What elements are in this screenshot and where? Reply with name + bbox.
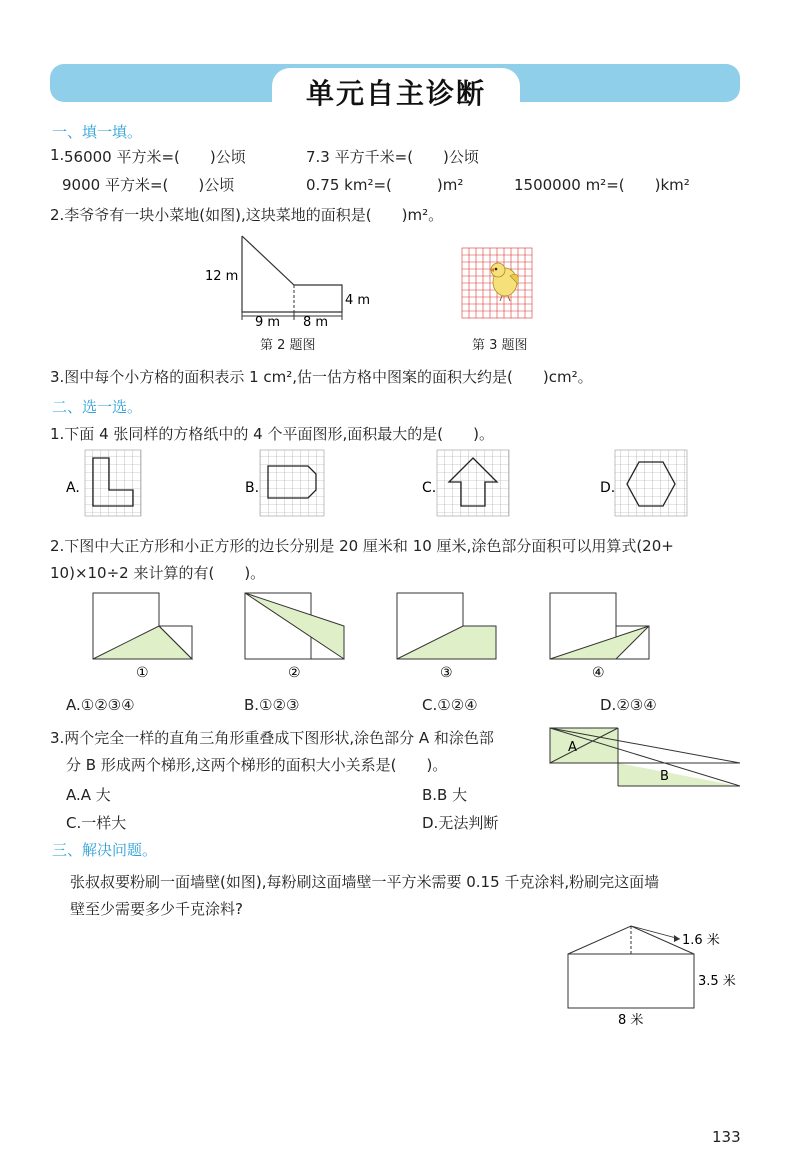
wall-h-tri: 1.6 米	[682, 933, 720, 948]
option-b-label: B.	[245, 480, 260, 496]
s2-q3-line1: 3.两个完全一样的直角三角形重叠成下图形状,涂色部分 A 和涂色部	[50, 729, 494, 747]
s2-q3-opt-a: A.A 大	[66, 786, 111, 804]
s1-q1-a: 56000 平方米=( )公顷	[64, 148, 246, 166]
s1-q1-c: 9000 平方米=( )公顷	[62, 176, 235, 194]
s2-q2-figures	[90, 590, 710, 682]
s2-q3-opt-c: C.一样大	[66, 814, 127, 832]
section3-heading: 三、解决问题。	[52, 841, 158, 859]
s1-q1-d: 0.75 km²=( )m²	[306, 176, 464, 194]
s2-q2-opt-d: D.②③④	[600, 696, 657, 714]
triangles-figure	[548, 724, 742, 790]
garden-h2: 4 m	[345, 293, 371, 308]
page-title: 单元自主诊断	[305, 77, 486, 110]
s2-q2-line2: 10)×10÷2 来计算的有( )。	[50, 564, 266, 582]
s1-q2-text: 2.李爷爷有一块小菜地(如图),这块菜地的面积是( )m²。	[50, 206, 444, 224]
s2-q2-opt-a: A.①②③④	[66, 696, 135, 714]
s1-q1-b: 7.3 平方千米=( )公顷	[306, 148, 479, 166]
fig3-caption: 第 3 题图	[472, 338, 528, 353]
s2-q2-opt-c: C.①②④	[422, 696, 478, 714]
garden-outline	[242, 236, 342, 312]
fig2-caption: 第 2 题图	[260, 338, 316, 353]
s2-q2-line1: 2.下图中大正方形和小正方形的边长分别是 20 厘米和 10 厘米,涂色部分面积可以用算式(20+	[50, 537, 674, 555]
s2-q3-opt-b: B.B 大	[422, 786, 468, 804]
garden-w2: 8 m	[303, 315, 329, 328]
wall-h-rect: 3.5 米	[698, 974, 736, 989]
label-a: A	[568, 740, 577, 755]
bird-grid-figure	[460, 246, 540, 326]
fig-label-4: ④	[592, 665, 605, 681]
fig-label-2: ②	[288, 665, 301, 681]
garden-figure	[195, 228, 375, 328]
wall-w: 8 米	[618, 1013, 644, 1028]
garden-w1: 9 m	[255, 315, 281, 328]
shade-3	[397, 626, 496, 659]
s2-q1-text: 1.下面 4 张同样的方格纸中的 4 个平面图形,面积最大的是( )。	[50, 425, 494, 443]
s3-line1: 张叔叔要粉刷一面墙壁(如图),每粉刷这面墙壁一平方米需要 0.15 千克涂料,粉刷完这面墙	[70, 873, 660, 891]
s3-line2: 壁至少需要多少千克涂料?	[70, 900, 243, 918]
s1-q3-text: 3.图中每个小方格的面积表示 1 cm²,估一估方格中图案的面积大约是( )cm²。	[50, 368, 593, 386]
option-d-label: D.	[600, 480, 616, 496]
s1-q1-num: 1.	[50, 146, 65, 164]
shade-2	[245, 593, 344, 659]
fig-label-3: ③	[440, 665, 453, 681]
option-a-label: A.	[66, 480, 80, 496]
page-number: 133	[712, 1128, 741, 1146]
shade-1	[93, 626, 192, 659]
section1-heading: 一、填一填。	[52, 123, 143, 141]
wall-body	[568, 954, 694, 1008]
s2-q3-opt-d: D.无法判断	[422, 814, 499, 832]
label-b: B	[660, 769, 669, 784]
fig-label-1: ①	[136, 665, 149, 681]
garden-h1: 12 m	[205, 269, 239, 284]
s1-q1-e: 1500000 m²=( )km²	[514, 176, 690, 194]
section2-heading: 二、选一选。	[52, 398, 143, 416]
s2-q3-line2: 分 B 形成两个梯形,这两个梯形的面积大小关系是( )。	[66, 756, 448, 774]
option-c-label: C.	[422, 480, 437, 496]
s2-q1-shapes	[60, 448, 760, 522]
wall-figure	[560, 920, 750, 1032]
trap-b	[618, 763, 738, 786]
shade-4	[550, 626, 649, 659]
s2-q2-opt-b: B.①②③	[244, 696, 300, 714]
